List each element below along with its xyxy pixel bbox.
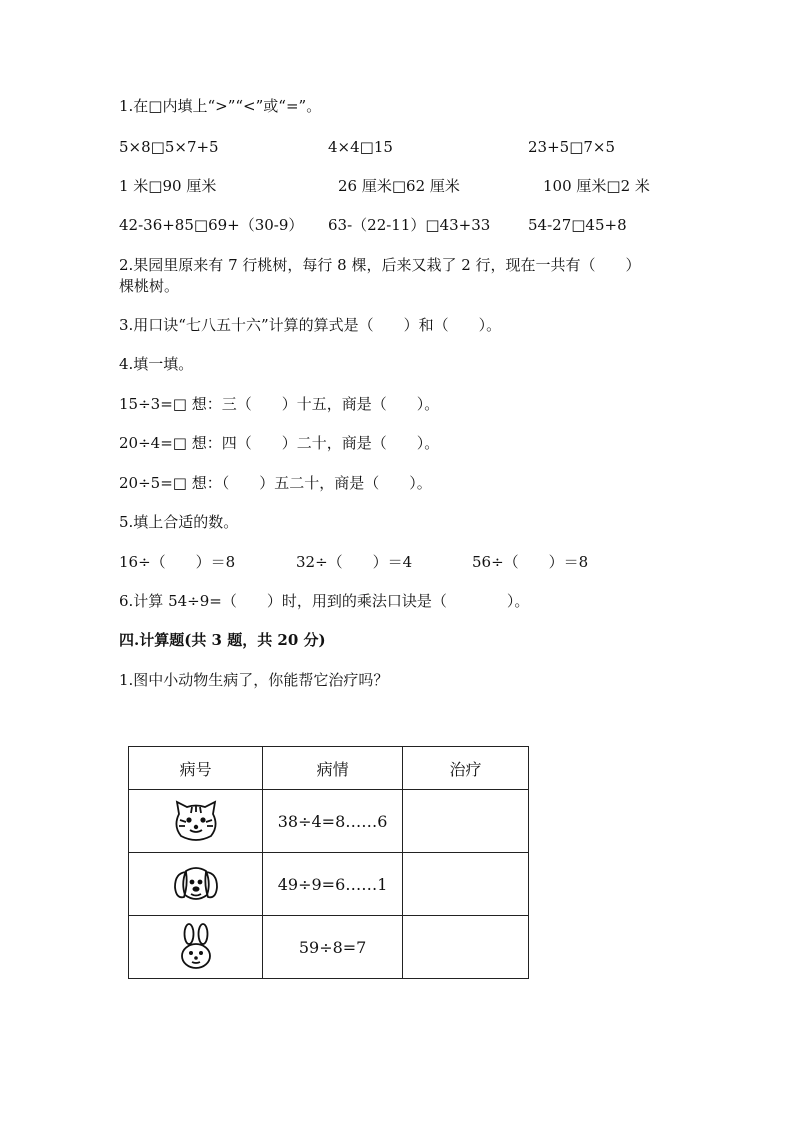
q6-text: 6.计算 54÷9=（ ）时，用到的乘法口诀是（ ）。 — [119, 592, 530, 610]
treatment-table — [128, 746, 529, 979]
header-treatment: 治疗 — [402, 747, 528, 790]
q1-title: 1.在□内填上“>”“<”或“=”。 — [119, 97, 322, 115]
q4-title: 4.填一填。 — [119, 355, 194, 373]
q1-item-3-3: 54-27□45+8 — [528, 216, 627, 234]
condition-cell: 49÷9=6……1 — [263, 853, 403, 916]
q5-item-3: 56÷（ ）＝8 — [472, 553, 589, 571]
tiger-face-icon — [129, 790, 263, 853]
q4-row-3: 20÷5=□ 想：（ ）五二十，商是（ ）。 — [119, 474, 432, 492]
dog-face-icon — [129, 853, 263, 916]
q1-item-2-3: 100 厘米□2 米 — [543, 177, 650, 195]
header-condition: 病情 — [263, 747, 403, 790]
table-header-row — [129, 747, 529, 790]
treatment-input[interactable] — [402, 853, 528, 916]
condition-cell: 38÷4=8……6 — [263, 790, 403, 853]
q2-line2: 棵桃树。 — [119, 277, 180, 295]
q3-text: 3.用口诀“七八五十六”计算的算式是（ ）和（ ）。 — [119, 316, 502, 334]
table-row — [129, 790, 529, 853]
q1-item-1-1: 5×8□5×7+5 — [119, 138, 219, 156]
header-patient: 病号 — [129, 747, 263, 790]
q1-item-2-1: 1 米□90 厘米 — [119, 177, 217, 195]
q4-row-2: 20÷4=□ 想：四（ ）二十，商是（ ）。 — [119, 434, 440, 452]
condition-cell: 59÷8=7 — [263, 916, 403, 979]
q1-item-2-2: 26 厘米□62 厘米 — [338, 177, 460, 195]
q5-item-1: 16÷（ ）＝8 — [119, 553, 236, 571]
q1-item-1-3: 23+5□7×5 — [528, 138, 616, 156]
treatment-input[interactable] — [402, 790, 528, 853]
table-row — [129, 853, 529, 916]
table-row — [129, 916, 529, 979]
q1-item-3-1: 42-36+85□69+（30-9） — [119, 216, 304, 234]
treatment-input[interactable] — [402, 916, 528, 979]
q5-title: 5.填上合适的数。 — [119, 513, 239, 531]
q1-item-1-2: 4×4□15 — [328, 138, 393, 156]
q5-item-2: 32÷（ ）＝4 — [296, 553, 413, 571]
q4-row-1: 15÷3=□ 想：三（ ）十五，商是（ ）。 — [119, 395, 440, 413]
q1-item-3-2: 63-（22-11）□43+33 — [328, 216, 491, 234]
q2-line1: 2.果园里原来有 7 行桃树，每行 8 棵，后来又栽了 2 行，现在一共有（ ） — [119, 256, 641, 274]
section-heading: 四.计算题(共 3 题，共 20 分) — [119, 631, 326, 649]
rabbit-face-icon — [129, 916, 263, 979]
section-q1-title: 1.图中小动物生病了，你能帮它治疗吗？ — [119, 671, 389, 689]
